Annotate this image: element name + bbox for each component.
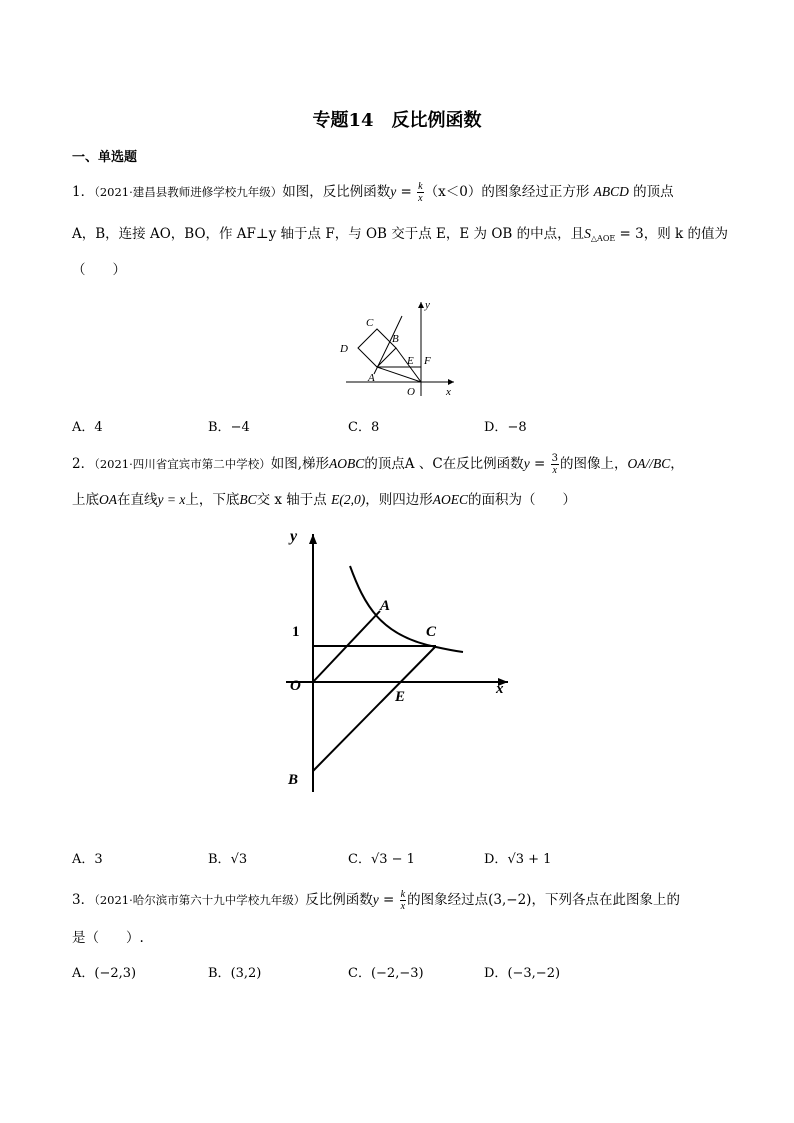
q3-text-c: ，下列各点在此图象上的 [531, 892, 680, 908]
q1-area-sub: △AOE [590, 234, 616, 243]
q2-line2-d: 交 x 轴于点 [256, 492, 327, 508]
q1-label-y: y [425, 299, 430, 311]
q2-option-a-label: A． [72, 852, 95, 867]
q2-text-b: 的顶点A 、C在反比例函数 [364, 456, 524, 472]
section-heading: 一、单选题 [72, 150, 138, 165]
q2-line-2 [72, 488, 576, 508]
q2-line2-b: 在直线 [117, 492, 158, 508]
q2-hyperbola [350, 566, 463, 652]
q2-bc: BC [239, 492, 257, 507]
q1-y-arrow [418, 302, 424, 308]
q3-option-b-label: B． [208, 966, 231, 981]
q1-option-d-label: D． [484, 420, 508, 435]
q2-line2-c: 上，下底 [185, 492, 240, 508]
q2-option-d-value: √3 + 1 [507, 852, 552, 867]
q1-option-a[interactable] [72, 416, 103, 435]
q1-line2-text: A，B，连接 AO，BO，作 AF⊥y 轴于点 F，与 OB 交于点 E，E 为 OB 的中点，且 [72, 226, 585, 242]
q2-line2-a: 上底 [72, 492, 99, 508]
q1-line-2 [72, 222, 728, 243]
q2-line2-e: ，则四边形 [365, 492, 433, 508]
q1-text-c: 的顶点 [633, 184, 674, 200]
q2-label-b: B [288, 772, 299, 788]
q3-line-1 [72, 888, 680, 912]
q2-parallel: OA//BC [627, 456, 671, 471]
q2-frac-den: x [552, 465, 557, 476]
q1-figure [330, 296, 470, 400]
q1-square-name: ABCD [593, 184, 629, 199]
q2-seg-bc [313, 646, 436, 771]
q3-option-c[interactable] [348, 962, 424, 981]
q1-condition: （x＜0） [424, 184, 482, 200]
q1-option-c-label: C． [348, 420, 371, 435]
q3-option-d-label: D． [484, 966, 508, 981]
q2-text-d: ， [670, 456, 684, 472]
page-title: 专题14 反比例函数 [312, 110, 482, 131]
q1-text-a: 如图，反比例函数 [282, 184, 391, 200]
q2-point-e: E(2,0) [331, 492, 366, 507]
q3-text-b: 的图象经过点 [407, 892, 489, 908]
q3-option-a[interactable] [72, 962, 136, 981]
q2-source: （2021·四川省宜宾市第二中学校） [94, 457, 271, 471]
q2-frac-num: 3 [551, 453, 558, 464]
q1-label-c: C [366, 317, 374, 329]
q2-option-b-value: √3 [230, 852, 248, 867]
q3-option-a-value: (−2,3) [94, 966, 137, 981]
q3-option-a-label: A． [72, 966, 95, 981]
q1-label-d: D [340, 343, 348, 355]
q1-x-arrow [448, 379, 454, 385]
q1-label-b: B [392, 333, 399, 345]
q2-quad: AOEC [432, 492, 468, 507]
q3-option-c-value: (−2,−3) [370, 966, 424, 981]
q2-number: 2． [72, 456, 95, 472]
q2-option-c-value: √3 − 1 [370, 852, 415, 867]
q2-option-d-label: D． [484, 852, 508, 867]
q3-source: （2021·哈尔滨市第六十九中学校九年级） [94, 893, 306, 907]
q3-option-d[interactable] [484, 962, 560, 981]
q1-curve [374, 316, 402, 374]
q1-fraction [417, 181, 423, 204]
q1-option-d[interactable] [484, 416, 527, 435]
q1-frac-num: k [418, 181, 423, 192]
q2-option-a[interactable] [72, 848, 103, 867]
q1-option-b-value: −4 [230, 420, 250, 435]
q1-area-eq: = 3 [615, 226, 644, 242]
q1-label-o: O [407, 386, 415, 398]
q3-text-a: 反比例函数 [305, 892, 373, 908]
q2-label-a: A [380, 598, 391, 614]
q1-option-b[interactable] [208, 416, 250, 435]
q2-oa: OA [99, 492, 117, 507]
q2-text-c: 的图像上， [559, 456, 628, 472]
q1-func-eq: = [396, 184, 417, 200]
q2-label-c: C [426, 624, 437, 640]
q1-label-x: x [446, 386, 451, 398]
q1-option-a-label: A． [72, 420, 95, 435]
q3-func-y: y [372, 892, 379, 907]
q1-option-b-label: B． [208, 420, 231, 435]
q1-text-b: 的图象经过正方形 [481, 184, 590, 200]
q3-number: 3． [72, 892, 95, 908]
q2-func-y: y [523, 456, 530, 471]
q1-label-f: F [424, 355, 431, 367]
q1-label-e: E [407, 355, 414, 367]
q1-label-a: A [368, 372, 375, 384]
q3-option-c-label: C． [348, 966, 371, 981]
q2-option-a-value: 3 [94, 852, 103, 867]
q3-point: (3,−2) [488, 892, 532, 908]
q2-option-b[interactable] [208, 848, 247, 867]
q2-label-e: E [395, 689, 406, 705]
q2-y-arrow [309, 534, 317, 544]
q1-option-c[interactable] [348, 416, 379, 435]
q2-label-x: x [496, 681, 504, 697]
q3-line-2: 是（ ）. [72, 930, 144, 946]
q2-text-a: 如图,梯形 [270, 456, 330, 472]
q2-func-eq: = [529, 456, 550, 472]
q2-line-1 [72, 452, 684, 476]
q3-frac-den: x [400, 901, 406, 912]
q3-option-b[interactable] [208, 962, 261, 981]
q1-number: 1． [72, 184, 95, 200]
q2-option-b-label: B． [208, 852, 231, 867]
q1-line2-end: ，则 k 的值为 [643, 226, 728, 242]
q1-option-d-value: −8 [507, 420, 527, 435]
q2-option-c-label: C． [348, 852, 371, 867]
q2-fraction [551, 453, 559, 476]
q2-shape: AOBC [329, 456, 365, 471]
q1-option-a-value: 4 [94, 420, 103, 435]
q2-line2-f: 的面积为（ ） [467, 492, 576, 508]
q2-label-o: O [290, 678, 301, 694]
q2-line-eq: y = x [157, 492, 186, 507]
q2-figure [280, 524, 520, 800]
q3-func-eq: = [378, 892, 399, 908]
q1-square [358, 329, 396, 367]
q1-line-1 [72, 180, 674, 204]
q3-fraction [400, 889, 406, 912]
q3-option-d-value: (−3,−2) [507, 966, 561, 981]
q3-option-b-value: (3,2) [230, 966, 262, 981]
q1-option-c-value: 8 [370, 420, 380, 435]
q2-option-d[interactable] [484, 848, 551, 867]
q1-paren: （ ） [72, 262, 126, 278]
q2-label-one: 1 [292, 624, 300, 640]
q1-frac-den: x [418, 193, 423, 204]
q2-label-y: y [290, 528, 298, 545]
q1-source: （2021·建昌县教师进修学校九年级） [94, 185, 283, 199]
q1-seg-ao [377, 367, 421, 382]
q1-func-y: y [390, 184, 397, 199]
q3-frac-num: k [400, 889, 406, 900]
q1-area-s: S [584, 226, 591, 241]
q2-option-c[interactable] [348, 848, 415, 867]
